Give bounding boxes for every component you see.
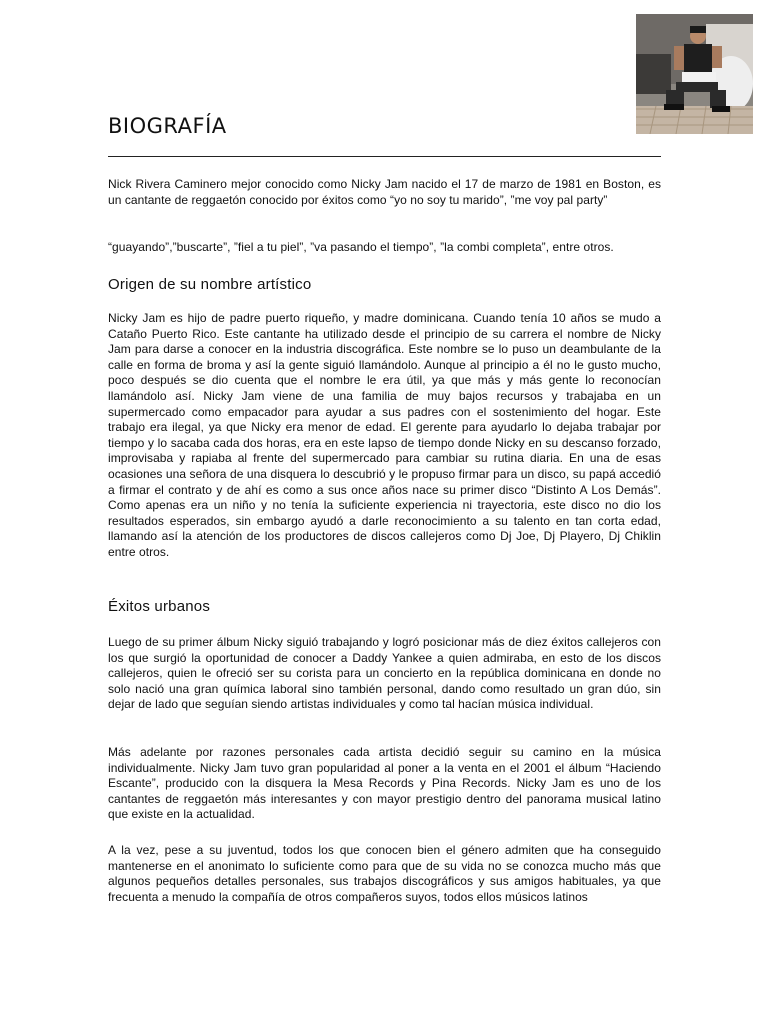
title-divider [108,156,661,157]
page-title: BIOGRAFÍA [108,114,227,138]
hits-paragraph: “guayando”,”buscarte”, ”fiel a tu piel”, ”va pasando el tiempo”, ”la combi completa”, entre otros. [108,240,614,254]
exitos-paragraph-2: Más adelante por razones personales cada artista decidió seguir su camino en la música individualmente. Nicky Jam tuvo gran popularidad al poner a la venta en el 2001 el álbum “Haciendo Escante”, producido con la disquera la Mesa Records y Pina Records. Nicky Jam es uno de los cantantes de reggaetón más interesantes y con mayor prestigio dentro del panorama musical latino que existe en la actualidad. [108,745,661,822]
origen-paragraph: Nicky Jam es hijo de padre puerto riqueño, y madre dominicana. Cuando tenía 10 años se mudo a Cataño Puerto Rico. Este cantante ha utilizado desde el principio de su carrera el nombre de Nicky Jam para darse a conocer en la industria discográfica. Este nombre se lo puso un deambulante de la calle en forma de broma y así la gente siguió llamándolo. Aunque al principio a él no le gusto mucho, poco después se dio cuenta que el nombre le era útil, ya que más y más gente lo reconocían llamándolo así. Nicky Jam viene de una familia de muy bajos recursos y trabajaba en un supermercado como empacador para ayudar a sus padres con el sostenimiento del hogar. Este trabajo era ilegal, ya que Nicky era menor de edad. El gerente para ayudarlo lo dejaba trabajar por tiempo y lo sacaba cada dos horas, era en este lapso de tiempo donde Nicky en su descanso forzado, improvisaba y rapiaba al frente del supermercado para cambiar su rutina diaria. En una de esas ocasiones una señora de una disquera lo descubrió y le propuso firmar para un disco, su papá accedió a firmar el contrato y de ahí es como a sus once años nace su primer disco “Distinto A Los Demás”. Como apenas era un niño y no tenía la suficiente experiencia ni trayectoria, este disco no dio los resultados esperados, sin embargo ayudó a darle reconocimiento a su talento en tan corta edad, llamando así la atención de los productores de discos callejeros como Dj Joe, Dj Playero, Dj Chiklin entre otros. [108,311,661,559]
artist-photo [636,14,753,134]
artist-photo-illustration [636,14,753,134]
heading-origen: Origen de su nombre artístico [108,276,312,293]
exitos-paragraph-3: A la vez, pese a su juventud, todos los que conocen bien el género admiten que ha conseguido mantenerse en el anonimato lo suficiente como para que de su vida no se conozca mucho más que algunos pequeños detalles personales, sus trabajos discográficos y sus amigos habituales, ya que frecuenta a menudo la compañía de otros compañeros suyos, todos ellos músicos latinos [108,843,661,904]
heading-exitos: Éxitos urbanos [108,598,211,615]
exitos-paragraph-1: Luego de su primer álbum Nicky siguió trabajando y logró posicionar más de diez éxitos callejeros con los que surgió la oportunidad de conocer a Daddy Yankee a quien admiraba, en esto de los discos callejeros, quien le ofreció ser su corista para un concierto en la república dominicana en donde no solo nació una gran química laboral sino también personal, dando como resultado un gran dúo, sin dejar de lado que seguían siendo artistas individuales y como tal hacían música individual. [108,635,661,712]
intro-paragraph: Nick Rivera Caminero mejor conocido como Nicky Jam nacido el 17 de marzo de 1981 en Boston, es un cantante de reggaetón conocido por éxitos como “yo no soy tu marido”, ”me voy pal party” [108,177,661,207]
